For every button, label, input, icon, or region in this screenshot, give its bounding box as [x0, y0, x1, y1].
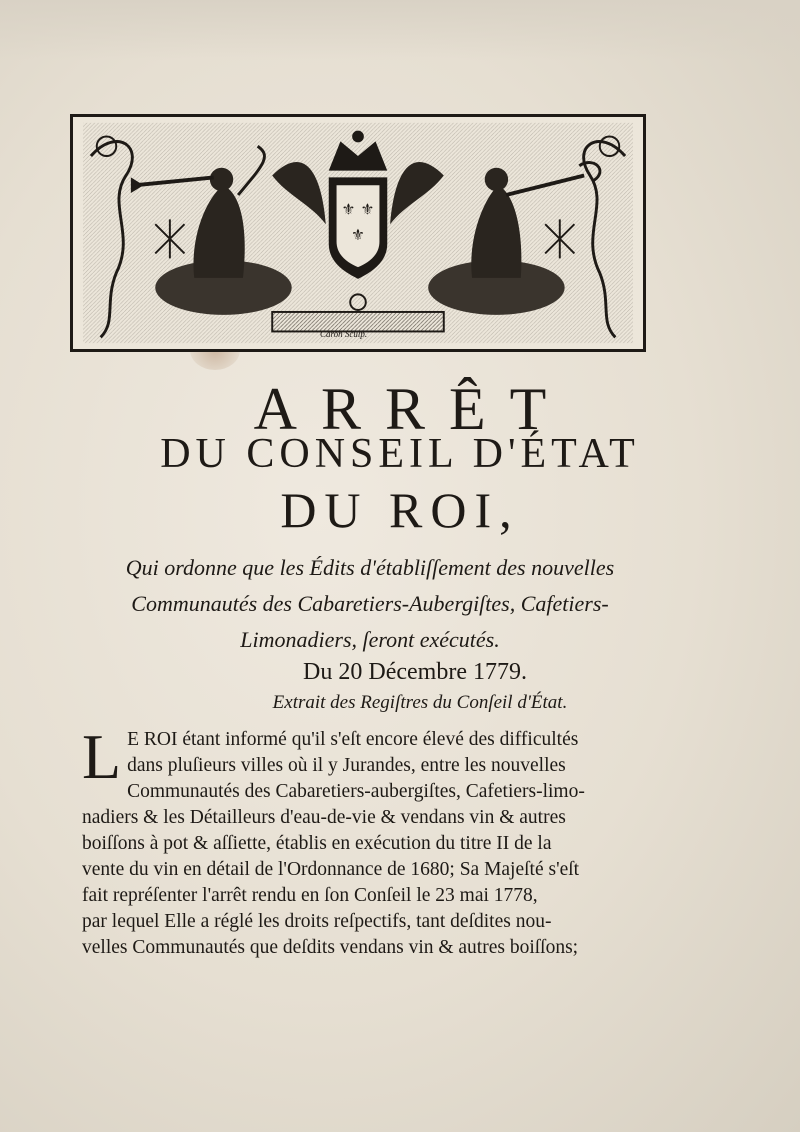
title-conseil: DU CONSEIL D'ÉTAT: [160, 431, 640, 477]
body-line: par lequel Elle a réglé les droits reſpectifs, tant deſdites nou-: [82, 911, 552, 932]
body-line: velles Communautés que deſdits vendans vin & autres boiſſons;: [82, 937, 579, 958]
subtitle-line: Qui ordonne que les Édits d'établiſſement des nouvelles: [125, 555, 615, 580]
body-text: [82, 721, 630, 961]
paper-fold-shadow: [0, 0, 800, 60]
body-line: dans pluſieurs villes où il y Jurandes, entre les nouvelles: [127, 755, 566, 776]
subtitle: [100, 550, 640, 658]
body-line: nadiers & les Détailleurs d'eau-de-vie & vendans vin & autres: [82, 807, 566, 828]
registry-extract-line: Extrait des Regiſtres du Conſeil d'État.: [272, 692, 568, 713]
body-line: E ROI étant informé qu'il s'eſt encore élevé des difficultés: [127, 729, 579, 750]
body-line: vente du vin en détail de l'Ordonnance de 1680; Sa Majeſté s'eſt: [82, 859, 580, 880]
subtitle-line: Limonadiers, ſeront exécutés.: [240, 627, 500, 652]
decree-date: Du 20 Décembre 1779.: [303, 659, 527, 685]
body-line: boiſſons à pot & aſſiette, établis en exécution du titre II de la: [82, 833, 552, 854]
title-du-roi: DU ROI,: [280, 482, 520, 538]
title-arret: ARRÊT: [253, 376, 571, 442]
svg-text:⚜ ⚜: ⚜ ⚜: [341, 200, 375, 219]
drop-cap: L: [82, 721, 122, 792]
royal-arms-vignette: [70, 114, 646, 352]
vignette-engraving: [73, 117, 643, 349]
engraver-signature: Caron Sculp.: [320, 329, 368, 339]
svg-text:⚜: ⚜: [351, 225, 365, 244]
body-line: fait repréſenter l'arrêt rendu en ſon Conſeil le 23 mai 1778,: [82, 885, 538, 906]
body-line: Communautés des Cabaretiers-aubergiſtes, Cafetiers-limo-: [127, 781, 585, 802]
subtitle-line: Communautés des Cabaretiers-Aubergiſtes, Cafetiers-: [131, 591, 609, 616]
